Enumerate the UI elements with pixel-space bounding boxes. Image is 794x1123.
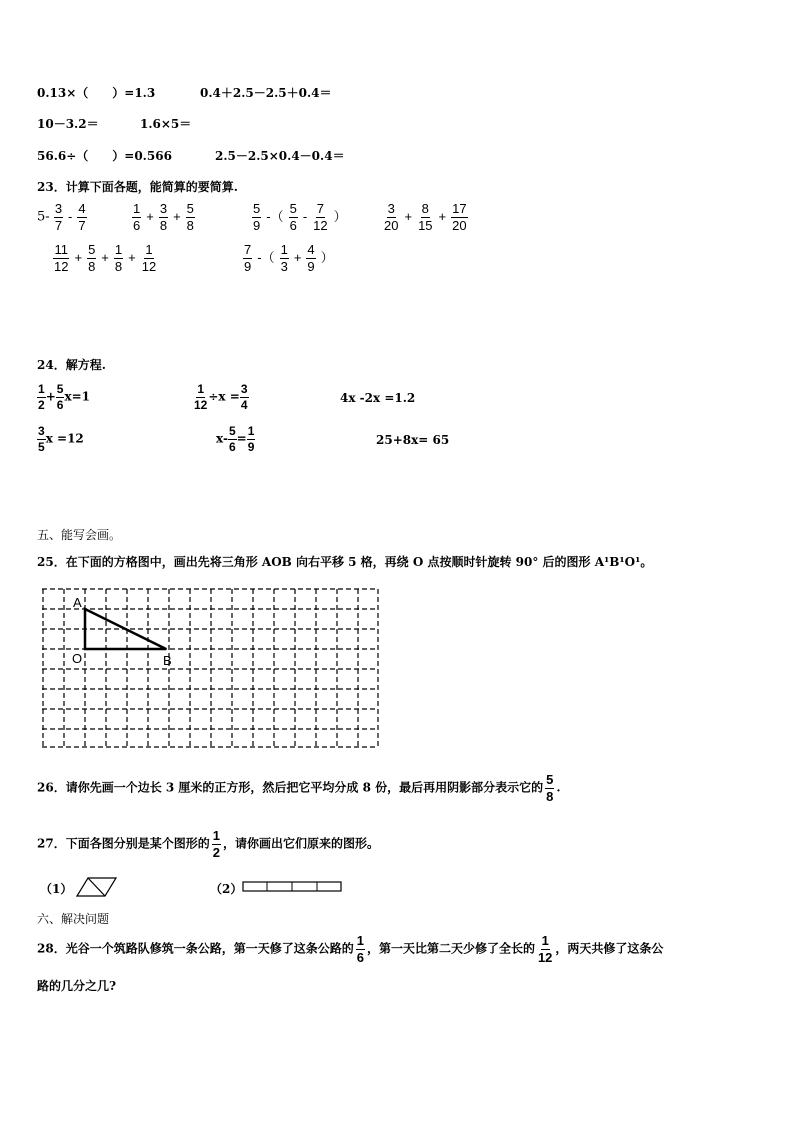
fraction: $\frac{3}{5}$: [38, 424, 45, 454]
q24-eq-3: 4x -2x =1.2: [340, 391, 416, 405]
fraction: $\frac{1}{6}$: [133, 201, 141, 233]
triangle-aob: [85, 609, 166, 649]
oral-r2a: 10－3.2＝: [37, 117, 99, 131]
fraction: $\frac{3}{20}$: [384, 201, 399, 233]
fraction: $\frac{7}{9}$: [244, 242, 252, 274]
fraction: $\frac{1}{6}$: [356, 933, 364, 965]
section-5-heading: 五、能写会画。: [37, 528, 122, 542]
fraction: $\frac{5}{6}$: [289, 201, 297, 233]
q23-expr-2: $\frac{1}{6}$ + $\frac{3}{8}$ + $\frac{5}{8}$: [133, 201, 194, 233]
fraction: $\frac{8}{15}$: [418, 201, 433, 233]
fraction: $\frac{1}{2}$: [212, 828, 220, 860]
fraction: $\frac{1}{2}$: [38, 382, 45, 412]
fraction: $\frac{7}{12}$: [313, 201, 328, 233]
fraction: $\frac{5}{6}$: [56, 382, 64, 412]
fraction: $\frac{5}{8}$: [88, 242, 96, 274]
fraction: $\frac{1}{3}$: [280, 242, 288, 274]
q24-eq-4: $\frac{3}{5}$ x =12: [38, 424, 84, 454]
fraction: $\frac{5}{6}$: [228, 424, 236, 454]
q24-eq-1: $\frac{1}{2}$ + $\frac{5}{6}$ x=1: [38, 382, 90, 412]
fraction: $\frac{1}{12}$: [141, 242, 157, 274]
q24-eq-6: 25+8x= 65: [376, 433, 450, 447]
section-6-heading: 六、解决问题: [37, 912, 110, 926]
q24-eq-5: x- $\frac{5}{6}$ = $\frac{1}{9}$: [216, 424, 255, 454]
fraction: $\frac{3}{4}$: [240, 382, 248, 412]
label-o: O: [72, 651, 83, 666]
fraction: $\frac{5}{8}$: [546, 772, 554, 804]
fraction: $\frac{11}{12}$: [54, 242, 69, 274]
oral-r1a: 0.13×（ ）=1.3: [37, 86, 156, 100]
q23-expr-4: $\frac{3}{20}$ + $\frac{8}{15}$ + $\frac{17}{20}$: [384, 201, 467, 233]
q26-text: 26．请你先画一个边长 3 厘米的正方形，然后把它平均分成 8 份，最后再用阴影部分表示它的 $\frac{5}{8}$ .: [37, 772, 561, 804]
label-b: B: [163, 653, 172, 668]
q24-title: 24．解方程.: [37, 358, 106, 372]
q27-shape-1: [76, 876, 118, 898]
fraction: $\frac{1}{8}$: [114, 242, 123, 274]
fraction: $\frac{4}{7}$: [78, 201, 86, 233]
fraction: $\frac{3}{7}$: [54, 201, 63, 233]
q23-expr-5: $\frac{11}{12}$ + $\frac{5}{8}$ + $\frac{1}{8}$ + $\frac{1}{12}$: [54, 242, 157, 274]
q28-text-line1: 28．光谷一个筑路队修筑一条公路，第一天修了这条公路的 $\frac{1}{6}$ ，第一天比第二天少修了全长的 $\frac{1}{12}$ ，两天共修了这条公: [37, 933, 664, 965]
oral-r3a: 56.6÷（ ）=0.566: [37, 149, 172, 163]
oral-r1b: 0.4＋2.5－2.5＋0.4＝: [200, 86, 332, 100]
fraction: $\frac{1}{12}$: [194, 382, 208, 412]
q27-text: 27．下面各图分别是某个图形的 $\frac{1}{2}$ ，请你画出它们原来的图形。: [37, 828, 379, 860]
fraction: $\frac{5}{9}$: [253, 201, 261, 233]
q28-text-line2: 路的几分之几?: [37, 979, 117, 993]
fraction: $\frac{5}{8}$: [186, 201, 194, 233]
fraction: $\frac{1}{9}$: [247, 424, 255, 454]
label-a: A: [73, 595, 82, 610]
q24-eq-2: $\frac{1}{12}$ ÷x = $\frac{3}{4}$: [194, 382, 248, 412]
q25-text: 25．在下面的方格图中，画出先将三角形 AOB 向右平移 5 格，再绕 O 点按顺时针旋转 90° 后的图形 A¹B¹O¹。: [37, 555, 653, 569]
q23-title: 23．计算下面各题，能简算的要简算.: [37, 180, 238, 194]
oral-r3b: 2.5－2.5×0.4－0.4＝: [215, 149, 345, 163]
q23-expr-1: 5- $\frac{3}{7}$ - $\frac{4}{7}$: [37, 201, 86, 233]
q27-label-2: （2）: [210, 882, 243, 896]
q27-shape-2: [242, 881, 344, 893]
q27-label-1: （1）: [40, 882, 73, 896]
oral-r2b: 1.6×5＝: [140, 117, 192, 131]
q23-expr-6: $\frac{7}{9}$ -（ $\frac{1}{3}$ + $\frac{4}{9}$ ）: [244, 242, 334, 274]
q25-grid: [40, 587, 382, 751]
fraction: $\frac{17}{20}$: [452, 201, 467, 233]
q23-expr-3: $\frac{5}{9}$ -（ $\frac{5}{6}$ - $\frac{7}{12}$ ）: [253, 201, 347, 233]
fraction: $\frac{3}{8}$: [159, 201, 168, 233]
fraction: $\frac{1}{12}$: [537, 933, 553, 965]
expr-lead: 5-: [37, 209, 50, 225]
fraction: $\frac{4}{9}$: [307, 242, 315, 274]
